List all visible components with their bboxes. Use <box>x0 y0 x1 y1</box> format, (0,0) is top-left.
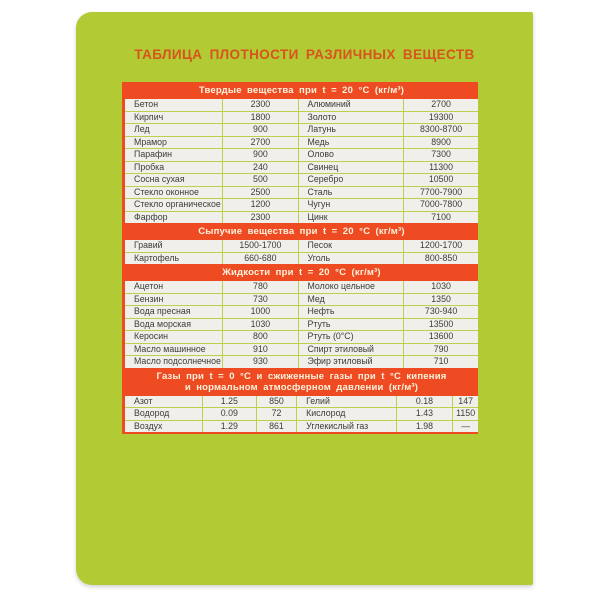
substance-name: Водород <box>125 408 202 420</box>
density-value: 1350 <box>404 294 478 306</box>
density-value: 2500 <box>223 187 297 199</box>
density-value: 800 <box>223 331 297 343</box>
section-header-liquids <box>125 264 478 281</box>
substance-name: Олово <box>299 149 404 161</box>
section-rows-solids <box>125 99 478 223</box>
section-header-text: Газы при t = 0 °C и сжиженные газы при t °C кипения <box>156 370 447 382</box>
substance-name: Чугун <box>299 199 404 211</box>
density-value: 8300-8700 <box>404 124 478 136</box>
density-value: 2700 <box>404 99 478 111</box>
density-value: 0.18 <box>397 396 453 408</box>
density-table <box>122 82 478 434</box>
density-value: 7100 <box>404 212 478 224</box>
density-value: 1030 <box>223 319 297 331</box>
substance-name: Ртуть <box>299 319 404 331</box>
substance-name: Воздух <box>125 421 202 433</box>
substance-name: Пробка <box>125 162 222 174</box>
density-value: 1.29 <box>203 421 256 433</box>
density-value: 240 <box>223 162 297 174</box>
substance-name: Уголь <box>299 253 404 265</box>
substance-name: Цинк <box>299 212 404 224</box>
substance-name: Углекислый газ <box>297 421 395 433</box>
page-title: ТАБЛИЦА ПЛОТНОСТИ РАЗЛИЧНЫХ ВЕЩЕСТВ <box>134 47 475 62</box>
substance-name: Ртуть (0°C) <box>299 331 404 343</box>
substance-name: Вода морская <box>125 319 222 331</box>
substance-name: Алюминий <box>299 99 404 111</box>
substance-name: Фарфор <box>125 212 222 224</box>
density-value: 850 <box>257 396 296 408</box>
density-value: 0.09 <box>203 408 256 420</box>
section-header-granular <box>125 223 478 240</box>
substance-name: Медь <box>299 137 404 149</box>
density-value: 790 <box>404 344 478 356</box>
substance-name: Кислород <box>297 408 395 420</box>
substance-name: Вода пресная <box>125 306 222 318</box>
density-value: 2300 <box>223 212 297 224</box>
substance-name: Стекло органическое <box>125 199 222 211</box>
density-value: 1.43 <box>397 408 453 420</box>
notebook-back-cover <box>76 12 533 585</box>
substance-name: Азот <box>125 396 202 408</box>
substance-name: Картофель <box>125 253 222 265</box>
density-value: 72 <box>257 408 296 420</box>
substance-name: Гелий <box>297 396 395 408</box>
density-value: 861 <box>257 421 296 433</box>
substance-name: Золото <box>299 112 404 124</box>
density-value: 730-940 <box>404 306 478 318</box>
section-header-text: Жидкости при t = 20 °C (кг/м³) <box>222 267 381 278</box>
density-value: 780 <box>223 281 297 293</box>
density-value: 19300 <box>404 112 478 124</box>
density-value: 1150 <box>453 408 478 420</box>
substance-name: Свинец <box>299 162 404 174</box>
section-header-gases <box>125 368 478 396</box>
substance-name: Латунь <box>299 124 404 136</box>
density-value: 730 <box>223 294 297 306</box>
section-header-text: Сыпучие вещества при t = 20 °C (кг/м³) <box>198 226 405 237</box>
substance-name: Масло машинное <box>125 344 222 356</box>
density-value: 900 <box>223 149 297 161</box>
density-value: 147 <box>453 396 478 408</box>
substance-name: Серебро <box>299 174 404 186</box>
density-value: 2300 <box>223 99 297 111</box>
substance-name: Мед <box>299 294 404 306</box>
density-value: 1000 <box>223 306 297 318</box>
density-value: 1.98 <box>397 421 453 433</box>
density-value: 500 <box>223 174 297 186</box>
substance-name: Гравий <box>125 240 222 252</box>
density-value: 2700 <box>223 137 297 149</box>
section-rows-granular <box>125 240 478 264</box>
substance-name: Мрамор <box>125 137 222 149</box>
density-value: 1200 <box>223 199 297 211</box>
density-value: 1200-1700 <box>404 240 478 252</box>
section-rows-liquids <box>125 281 478 368</box>
substance-name: Бетон <box>125 99 222 111</box>
section-header-text: Твердые вещества при t = 20 °C (кг/м³) <box>198 85 405 96</box>
substance-name: Спирт этиловый <box>299 344 404 356</box>
density-value: 710 <box>404 356 478 368</box>
density-value: 7000-7800 <box>404 199 478 211</box>
density-value: 7700-7900 <box>404 187 478 199</box>
density-value: 900 <box>223 124 297 136</box>
density-value: 930 <box>223 356 297 368</box>
density-value: 660-680 <box>223 253 297 265</box>
substance-name: Песок <box>299 240 404 252</box>
density-value: 1030 <box>404 281 478 293</box>
substance-name: Сосна сухая <box>125 174 222 186</box>
density-value: 1800 <box>223 112 297 124</box>
substance-name: Парафин <box>125 149 222 161</box>
substance-name: Нефть <box>299 306 404 318</box>
section-header-text: и нормальном атмосферном давлении (кг/м³) <box>184 381 419 393</box>
density-value: 11300 <box>404 162 478 174</box>
density-value: 1500-1700 <box>223 240 297 252</box>
density-value: 10500 <box>404 174 478 186</box>
substance-name: Керосин <box>125 331 222 343</box>
section-rows-gases <box>125 396 478 433</box>
density-value: — <box>453 421 478 433</box>
substance-name: Эфир этиловый <box>299 356 404 368</box>
substance-name: Сталь <box>299 187 404 199</box>
section-header-solids <box>125 82 478 99</box>
substance-name: Бензин <box>125 294 222 306</box>
substance-name: Молоко цельное <box>299 281 404 293</box>
density-value: 800-850 <box>404 253 478 265</box>
substance-name: Кирпич <box>125 112 222 124</box>
density-value: 7300 <box>404 149 478 161</box>
substance-name: Ацетон <box>125 281 222 293</box>
density-value: 13500 <box>404 319 478 331</box>
substance-name: Стекло оконное <box>125 187 222 199</box>
density-value: 1.25 <box>203 396 256 408</box>
density-value: 910 <box>223 344 297 356</box>
substance-name: Лед <box>125 124 222 136</box>
density-value: 8900 <box>404 137 478 149</box>
density-value: 13600 <box>404 331 478 343</box>
substance-name: Масло подсолнечное <box>125 356 222 368</box>
